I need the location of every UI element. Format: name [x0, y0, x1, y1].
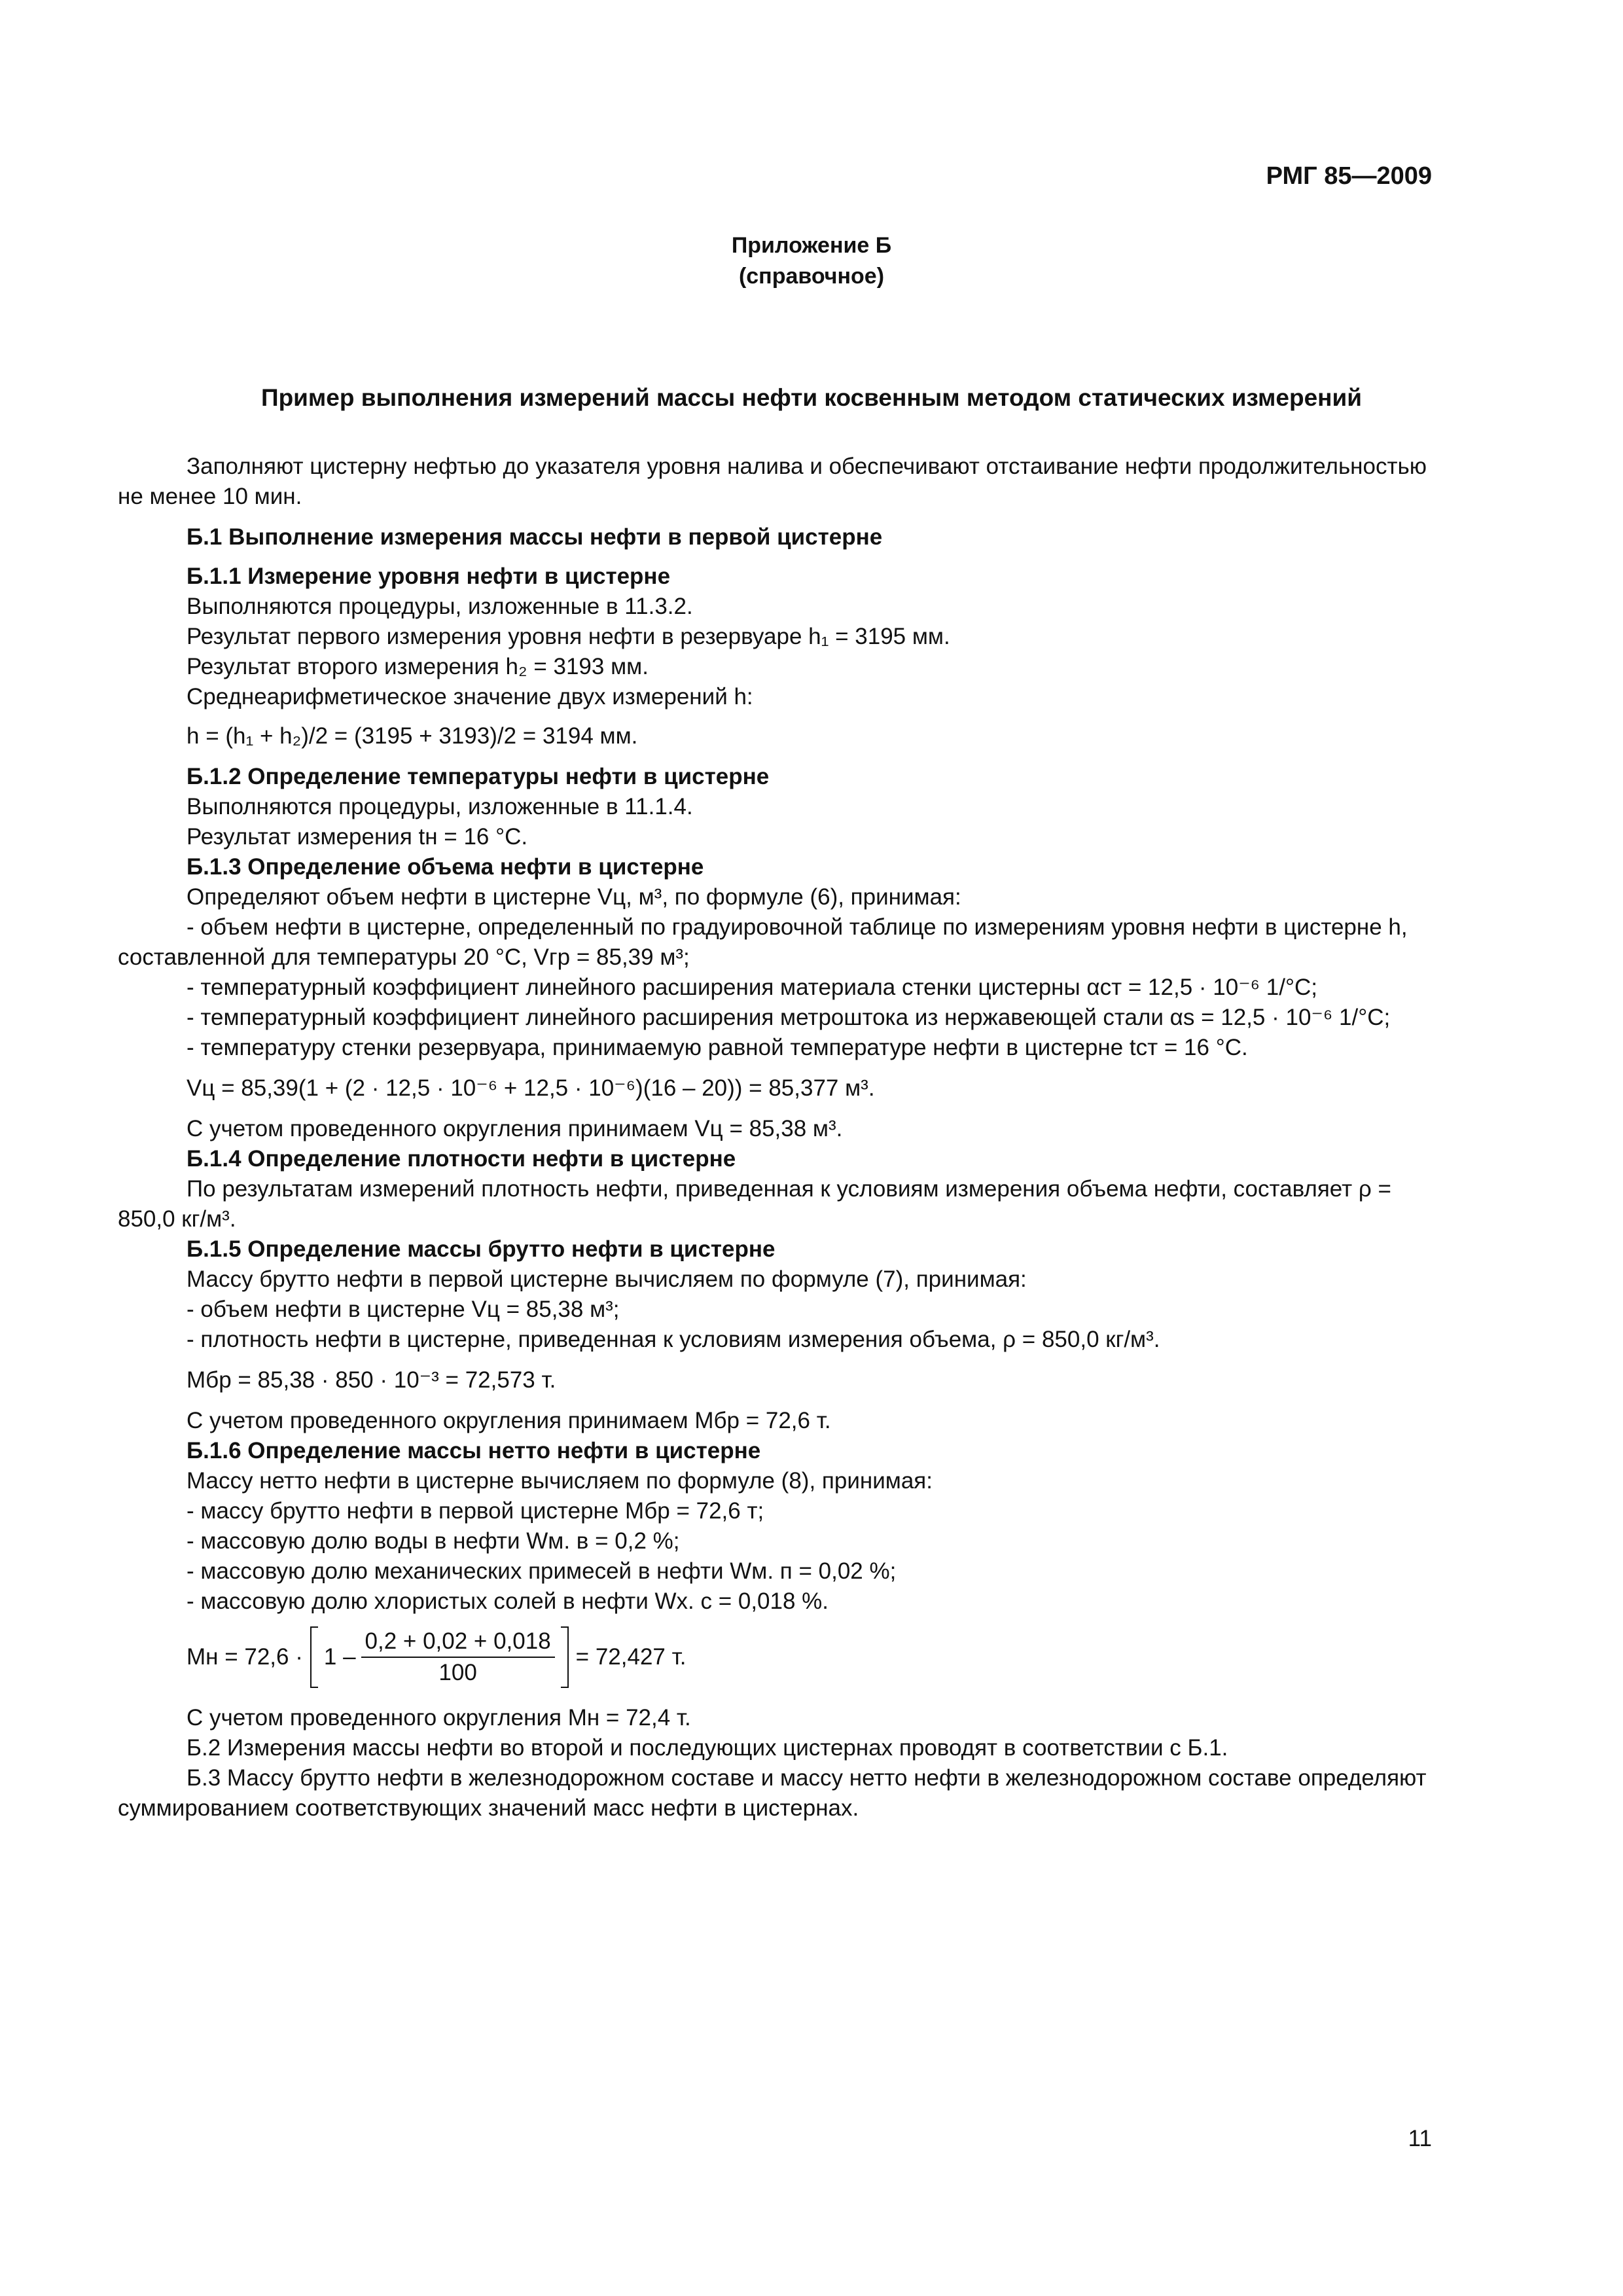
b1-3-rounding: С учетом проведенного округления принимаем Vц = 85,38 м³.	[187, 1116, 843, 1141]
b1-6-line-4: - массовую долю механических примесей в нефти Wм. п = 0,02 %;	[187, 1558, 897, 1584]
fraction-numerator: 0,2 + 0,02 + 0,018	[361, 1628, 555, 1658]
appendix-heading	[0, 230, 1623, 292]
section-b1-3-heading: Б.1.3 Определение объема нефти в цистерне	[187, 854, 704, 880]
intro-paragraph: Заполняют цистерну нефтью до указателя уровня налива и обеспечивают отстаивание нефти продолжительностью не менее 10 мин.	[118, 454, 1427, 509]
b1-6-formula-result: = 72,427 т.	[575, 1644, 687, 1670]
b1-3-line-1: Определяют объем нефти в цистерне Vц, м³, по формуле (6), принимая:	[187, 884, 961, 910]
left-bracket	[310, 1626, 319, 1689]
b1-5-rounding: С учетом проведенного округления принимаем Mбр = 72,6 т.	[187, 1408, 831, 1433]
b1-3-line-2: - объем нефти в цистерне, определенный по градуировочной таблице по измерениям уровня нефти в цистерне h, составленной для температуры 20 °С, Vгр = 85,39 м³;	[118, 914, 1408, 970]
page-number: 11	[1408, 2126, 1432, 2151]
b1-6-line-2: - массу брутто нефти в первой цистерне Mбр = 72,6 т;	[187, 1498, 764, 1524]
section-b2: Б.2 Измерения массы нефти во второй и последующих цистернах проводят в соответствии с Б.1.	[187, 1735, 1228, 1761]
b1-5-line-3: - плотность нефти в цистерне, приведенная к условиям измерения объема, ρ = 850,0 кг/м³.	[187, 1327, 1160, 1352]
b1-1-line-3: Результат второго измерения h₂ = 3193 мм.	[187, 654, 649, 679]
b1-1-formula: h = (h₁ + h₂)/2 = (3195 + 3193)/2 = 3194 мм.	[187, 723, 638, 749]
b1-6-line-3: - массовую долю воды в нефти Wм. в = 0,2 %;	[187, 1528, 680, 1554]
b1-5-line-1: Массу брутто нефти в первой цистерне вычисляем по формуле (7), принимая:	[187, 1266, 1027, 1292]
fraction-denominator: 100	[438, 1660, 477, 1685]
b1-2-line-1: Выполняются процедуры, изложенные в 11.1.4.	[187, 794, 693, 819]
section-b1-1-heading: Б.1.1 Измерение уровня нефти в цистерне	[187, 564, 671, 589]
document-body	[118, 452, 1440, 1823]
b1-2-line-2: Результат измерения tн = 16 °С.	[187, 824, 528, 850]
b1-3-line-3: - температурный коэффициент линейного расширения материала стенки цистерны αст = 12,5 · 10⁻⁶ 1/°С;	[187, 975, 1317, 1000]
fraction	[361, 1628, 555, 1687]
b1-1-line-1: Выполняются процедуры, изложенные в 11.3.2.	[187, 594, 693, 619]
b1-6-formula-lhs: Mн = 72,6 ·	[187, 1644, 303, 1670]
b1-4-line-1: По результатам измерений плотность нефти, приведенная к условиям измерения объема нефти, составляет ρ = 850,0 кг/м³.	[118, 1176, 1391, 1232]
appendix-subtitle: (справочное)	[738, 264, 885, 289]
b1-5-formula: Mбр = 85,38 · 850 · 10⁻³ = 72,573 т.	[187, 1367, 556, 1393]
b1-1-line-2: Результат первого измерения уровня нефти в резервуаре h₁ = 3195 мм.	[187, 624, 950, 649]
section-b1-2-heading: Б.1.2 Определение температуры нефти в цистерне	[187, 764, 770, 789]
right-bracket	[560, 1626, 569, 1689]
section-b1-4-heading: Б.1.4 Определение плотности нефти в цистерне	[187, 1146, 736, 1172]
b1-3-formula: Vц = 85,39(1 + (2 · 12,5 · 10⁻⁶ + 12,5 · 10⁻⁶)(16 – 20)) = 85,377 м³.	[187, 1075, 875, 1101]
section-b1-heading: Б.1 Выполнение измерения массы нефти в первой цистерне	[187, 524, 883, 550]
section-b1-6-heading: Б.1.6 Определение массы нетто нефти в цистерне	[187, 1438, 761, 1463]
b1-3-line-4: - температурный коэффициент линейного расширения метроштока из нержавеющей стали αs = 12,5 · 10⁻⁶ 1/°С;	[187, 1005, 1391, 1030]
section-b3: Б.3 Массу брутто нефти в железнодорожном составе и массу нетто нефти в железнодорожном составе определяют суммированием соответствующих значений масс нефти в цистернах.	[118, 1765, 1427, 1821]
b1-1-line-4: Среднеарифметическое значение двух измерений h:	[187, 684, 753, 709]
main-title: Пример выполнения измерений массы нефти косвенным методом статических измерений	[260, 384, 1362, 411]
section-b1-5-heading: Б.1.5 Определение массы брутто нефти в цистерне	[187, 1236, 776, 1262]
b1-5-line-2: - объем нефти в цистерне Vц = 85,38 м³;	[187, 1297, 620, 1322]
b1-3-line-5: - температуру стенки резервуара, принимаемую равной температуре нефти в цистерне tст = 16 °С.	[187, 1035, 1248, 1060]
document-code: РМГ 85—2009	[1266, 162, 1432, 190]
b1-6-line-1: Массу нетто нефти в цистерне вычисляем по формуле (8), принимая:	[187, 1468, 933, 1494]
appendix-title: Приложение Б	[731, 233, 892, 258]
b1-6-rounding: С учетом проведенного округления Mн = 72,4 т.	[187, 1705, 691, 1731]
b1-6-line-5: - массовую долю хлористых солей в нефти Wх. с = 0,018 %.	[187, 1588, 829, 1614]
bracket-expression	[310, 1626, 569, 1689]
b1-6-formula	[118, 1626, 1440, 1689]
one-minus: 1 –	[323, 1644, 356, 1670]
